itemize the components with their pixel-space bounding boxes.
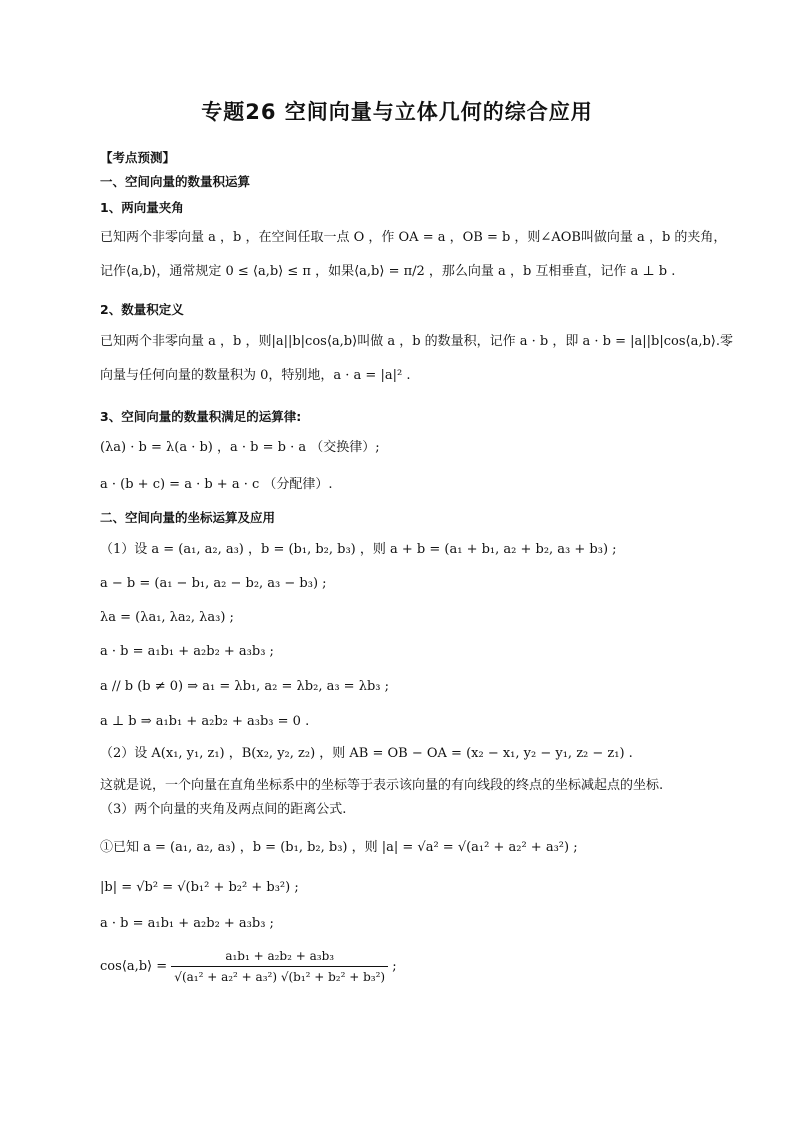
heading-laws: 3、空间向量的数量积满足的运算律: [100, 409, 302, 424]
cosine-formula [100, 946, 397, 987]
dot-product-line-1: 已知两个非零向量 a ，b ，则|a||b|cos⟨a,b⟩叫做 a ，b 的数量积，记作 a · b ，即 a · b = |a||b|cos⟨a,b⟩.零 [100, 334, 734, 349]
coord-scalar: λa = (λa₁, λa₂, λa₃) ; [100, 610, 234, 625]
dot-product-coords: a · b = a₁b₁ + a₂b₂ + a₃b₃ ; [100, 916, 274, 931]
dot-product-line-2: 向量与任何向量的数量积为 0，特别地，a · a = |a|² . [100, 368, 411, 383]
coord-explanation: 这就是说，一个向量在直角坐标系中的坐标等于表示该向量的有向线段的终点的坐标减起点的坐标. [100, 778, 664, 793]
cosine-numerator: a₁b₁ + a₂b₂ + a₃b₃ [171, 946, 388, 967]
angle-distance-intro: （3）两个向量的夹角及两点间的距离公式. [100, 802, 347, 817]
law-commutative: (λa) · b = λ(a · b) ，a · b = b · a （交换律）; [100, 440, 380, 455]
law-distributive: a · (b + c) = a · b + a · c （分配律）. [100, 477, 333, 492]
coord-perpendicular: a ⊥ b ⇒ a₁b₁ + a₂b₂ + a₃b₃ = 0 . [100, 714, 310, 729]
cosine-fraction [171, 946, 388, 987]
magnitude-b: |b| = √b² = √(b₁² + b₂² + b₃²) ; [100, 880, 299, 895]
heading-section-1: 一、空间向量的数量积运算 [100, 174, 251, 189]
coord-dot: a · b = a₁b₁ + a₂b₂ + a₃b₃ ; [100, 644, 274, 659]
cosine-end: ; [392, 959, 397, 974]
coord-add: （1）设 a = (a₁, a₂, a₃) ，b = (b₁, b₂, b₃) ，则 a + b = (a₁ + b₁, a₂ + b₂, a₃ + b₃) ; [100, 542, 617, 557]
cosine-denominator: √(a₁² + a₂² + a₃²) √(b₁² + b₂² + b₃²) [174, 970, 386, 984]
coord-ab-vector: （2）设 A(x₁, y₁, z₁) ，B(x₂, y₂, z₂) ，则 AB = OB − OA = (x₂ − x₁, y₂ − y₁, z₂ − z₁) . [100, 746, 633, 761]
angle-definition-line-1: 已知两个非零向量 a ，b ，在空间任取一点 O ，作 OA = a ，OB = b ，则∠AOB叫做向量 a ，b 的夹角， [100, 230, 727, 245]
heading-section-2: 二、空间向量的坐标运算及应用 [100, 510, 276, 525]
coord-parallel: a // b (b ≠ 0) ⇒ a₁ = λb₁, a₂ = λb₂, a₃ = λb₃ ; [100, 679, 389, 694]
magnitude-a: ①已知 a = (a₁, a₂, a₃) ，b = (b₁, b₂, b₃) ，则 |a| = √a² = √(a₁² + a₂² + a₃²) ; [100, 840, 578, 855]
coord-subtract: a − b = (a₁ − b₁, a₂ − b₂, a₃ − b₃) ; [100, 576, 327, 591]
cosine-lhs: cos⟨a,b⟩ = [100, 959, 168, 974]
angle-definition-line-2: 记作⟨a,b⟩，通常规定 0 ≤ ⟨a,b⟩ ≤ π ，如果⟨a,b⟩ = π/2 ，那么向量 a ，b 互相垂直，记作 a ⊥ b . [100, 264, 676, 279]
section-tag: 【考点预测】 [100, 150, 176, 165]
page-title: 专题26 空间向量与立体几何的综合应用 [201, 100, 593, 124]
heading-dot-product: 2、数量积定义 [100, 302, 184, 317]
heading-angle: 1、两向量夹角 [100, 200, 184, 215]
